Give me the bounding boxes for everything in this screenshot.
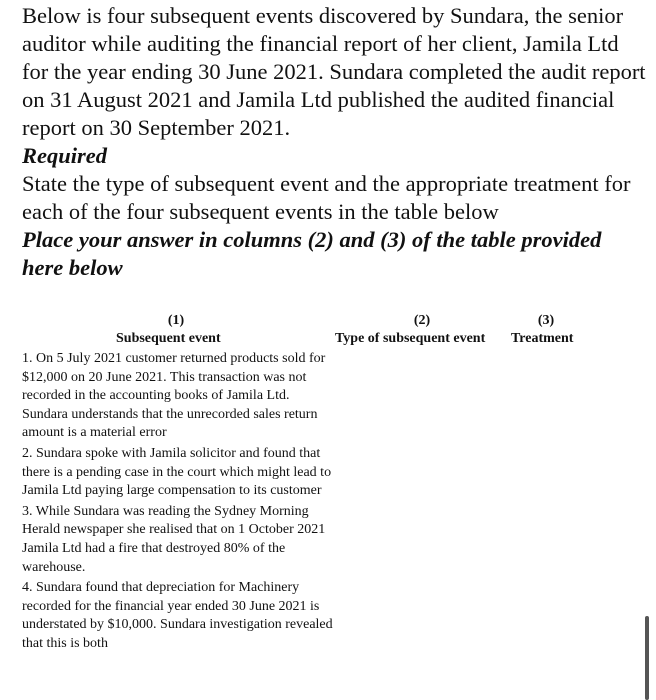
event-item-3: 3. While Sundara was reading the Sydney Morning Herald newspaper she realised that on 1 October 2021 Jamila Ltd had a fire that destroyed 80% of the warehouse. — [22, 503, 326, 575]
question-text — [22, 2, 647, 282]
place-answer-instruction: Place your answer in columns (2) and (3) of the table provided here below — [22, 227, 602, 280]
event-item-4: 4. Sundara found that depreciation for Machinery recorded for the financial year ended 30 June 2021 is understated by $10,000. Sundara investigation revealed that this is both — [22, 580, 333, 651]
column-2-number: (2) — [413, 313, 431, 328]
column-3-header: Treatment — [511, 331, 574, 346]
column-3-number: (3) — [537, 313, 555, 328]
vertical-scrollbar[interactable] — [645, 616, 649, 700]
event-item-2: 2. Sundara spoke with Jamila solicitor and found that there is a pending case in the court which might lead to Jamila Ltd paying large compensation to its customer — [22, 445, 332, 499]
event-item-1: 1. On 5 July 2021 customer returned products sold for $12,000 on 20 June 2021. This transaction was not recorded in the accounting books of Jamila Ltd. Sundara understands that the unrecorded sales return amount is a material error — [22, 351, 326, 441]
intro-paragraph: Below is four subsequent events discovered by Sundara, the senior auditor while auditing the financial report of her client, Jamila Ltd for the year ending 30 June 2021. Sundara completed the audit report on 31 August 2021 and Jamila Ltd published the audited financial report on 30 September 2021. — [22, 3, 646, 140]
required-heading: Required — [22, 143, 108, 168]
column-1-number: (1) — [167, 313, 185, 328]
events-column — [22, 350, 334, 656]
column-1-header: Subsequent event — [116, 331, 221, 346]
instruction-text: State the type of subsequent event and the appropriate treatment for each of the four subsequent events in the table below — [22, 171, 631, 224]
column-2-header: Type of subsequent event — [335, 331, 486, 346]
